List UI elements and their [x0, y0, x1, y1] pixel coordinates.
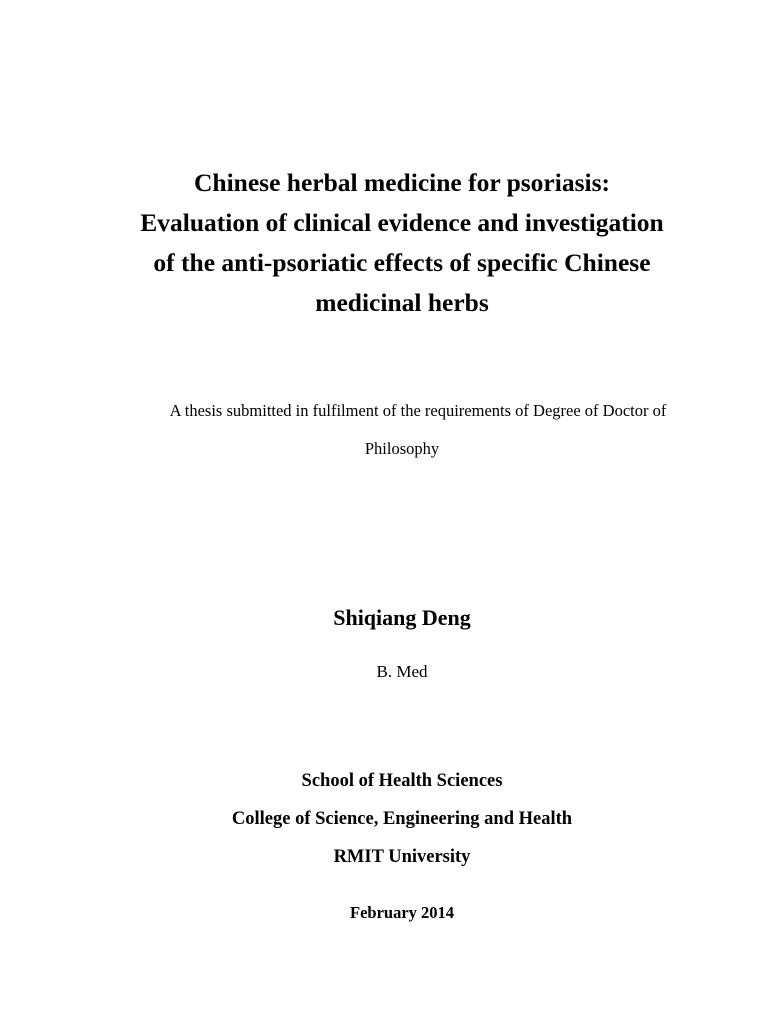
- college-name: College of Science, Engineering and Health: [231, 809, 573, 829]
- thesis-title-line-4: medicinal herbs: [315, 288, 489, 317]
- author-degree: B. Med: [376, 662, 428, 681]
- school-name: School of Health Sciences: [301, 771, 503, 791]
- submission-statement-line-1: A thesis submitted in fulfilment of the requirements of Degree of Doctor of: [169, 401, 667, 420]
- thesis-title: [80, 163, 724, 323]
- author-name: Shiqiang Deng: [333, 605, 471, 630]
- submission-date: February 2014: [349, 903, 455, 922]
- university-name: RMIT University: [333, 847, 471, 867]
- submission-statement-line-2: Philosophy: [364, 439, 440, 458]
- thesis-title-line-1: Chinese herbal medicine for psoriasis:: [193, 168, 611, 197]
- thesis-title-line-2: Evaluation of clinical evidence and investigation: [140, 208, 664, 237]
- thesis-title-line-3: of the anti-psoriatic effects of specific Chinese: [153, 248, 651, 277]
